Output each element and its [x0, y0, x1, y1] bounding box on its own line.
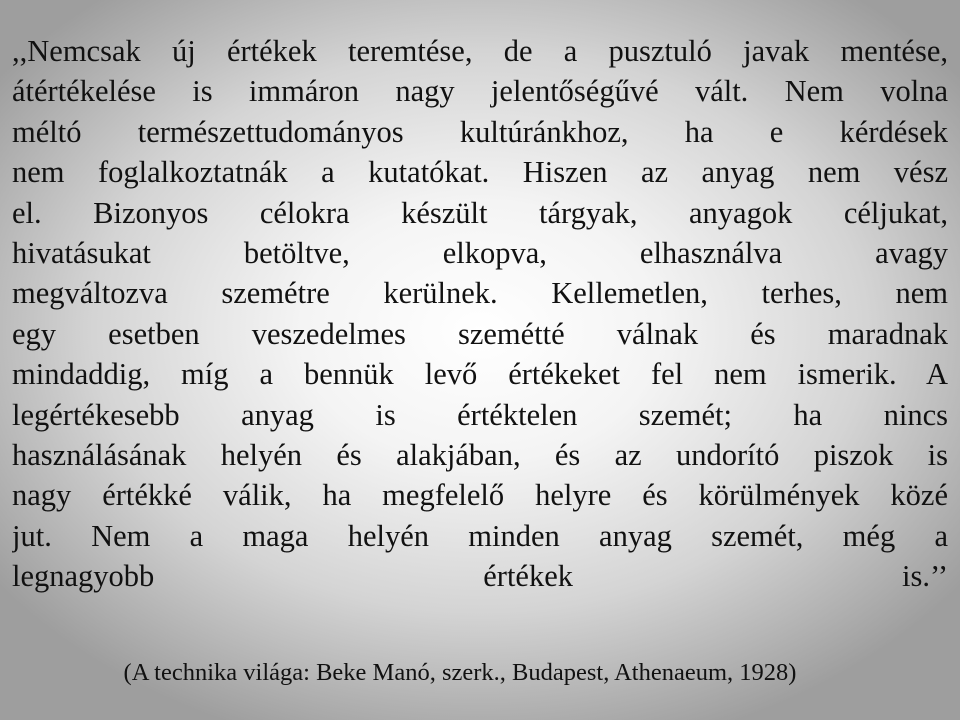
quote-line: ,,Nemcsak új értékek teremtése, de a pusztuló javak mentése, — [12, 34, 948, 68]
quote-line: egy esetben veszedelmes szemétté válnak és maradnak — [12, 316, 948, 351]
quote-line: legnagyobb értékek is.’’ — [12, 559, 948, 594]
quote-line: méltó természettudományos kultúránkhoz, ha e kérdések — [12, 114, 948, 149]
quote-line: legértékesebb anyag is értéktelen szemét; ha nincs — [12, 397, 948, 432]
quote-line: megváltozva szemétre kerülnek. Kellemetlen, terhes, nem — [12, 276, 948, 311]
quote-text — [12, 31, 948, 596]
quote-line: hivatásukat betöltve, elkopva, elhasználva avagy — [12, 235, 948, 270]
quote-line: nagy értékké válik, ha megfelelő helyre és körülmények közé — [12, 478, 948, 513]
citation: (A technika világa: Beke Manó, szerk., Budapest, Athenaeum, 1928) — [123, 659, 797, 686]
quote-line: átértékelése is immáron nagy jelentőségűvé vált. Nem volna — [12, 74, 948, 109]
quote-line: nem foglalkoztatnák a kutatókat. Hiszen az anyag nem vész — [12, 155, 948, 190]
quote-line: el. Bizonyos célokra készült tárgyak, anyagok céljukat, — [12, 195, 948, 230]
quote-line: használásának helyén és alakjában, és az undorító piszok is — [12, 437, 948, 472]
quote-line: jut. Nem a maga helyén minden anyag szemét, még a — [12, 518, 948, 553]
quote-line: mindaddig, míg a bennük levő értékeket fel nem ismerik. A — [12, 357, 948, 392]
